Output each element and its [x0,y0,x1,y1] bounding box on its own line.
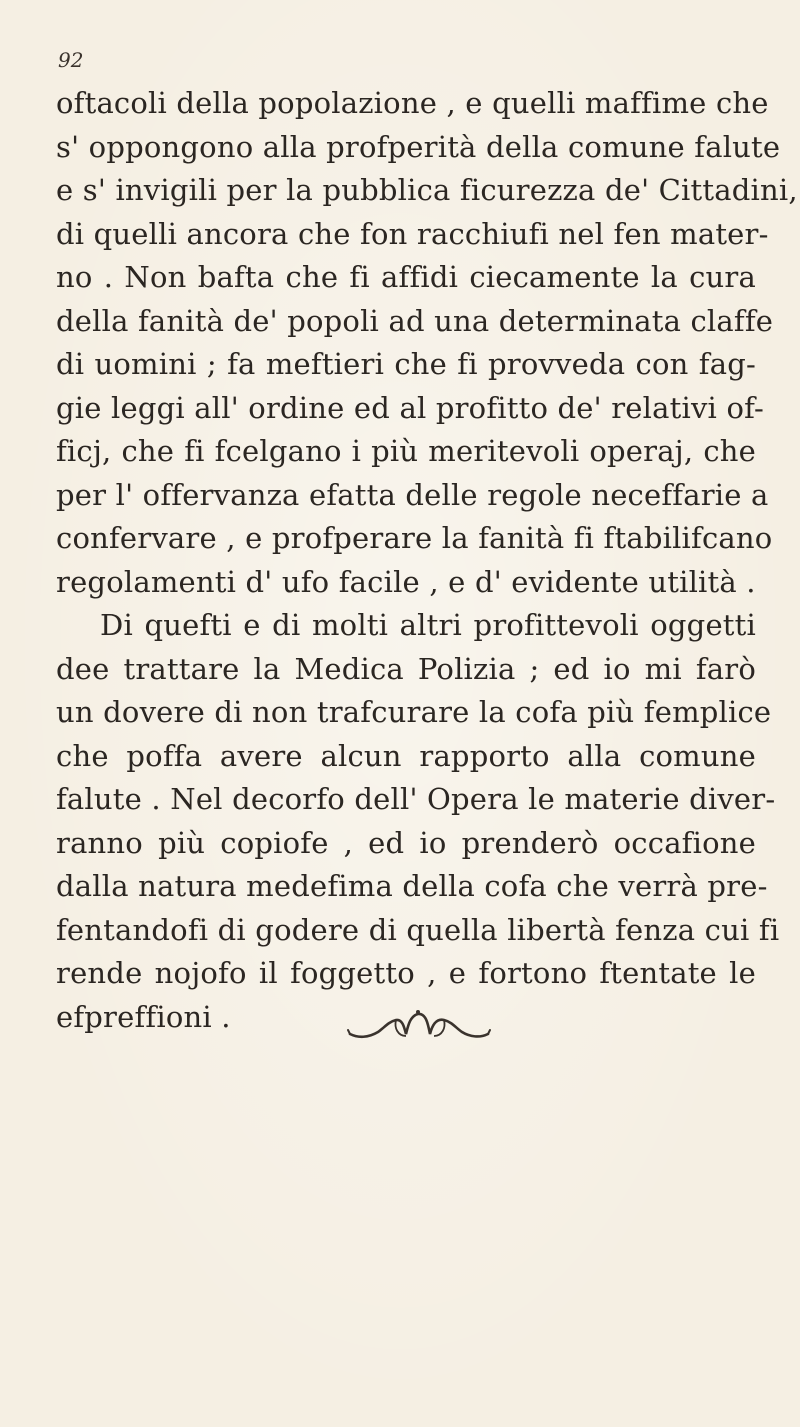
text-line: della fanità de' popoli ad una determinata claffe [56,303,774,338]
text-line: dee trattare la Medica Polizia ; ed io mi farò [56,651,756,686]
text-line: per l' offervanza efatta delle regole neceffarie a [56,477,769,512]
text-line: un dovere di non trafcurare la cofa più femplice [56,695,772,729]
page-number: 92 [58,48,84,72]
text-line: Di quefti e di molti altri profittevoli oggetti [100,608,756,642]
text-line: oftacoli della popolazione , e quelli maffime che [56,86,769,120]
text-line: no . Non bafta che fi affidi ciecamente la cura [56,260,756,294]
text-line: che poffa avere alcun rapporto alla comune [56,738,756,773]
text-line: di uomini ; fa meftieri che fi provveda con fag- [56,347,756,381]
text-line: e s' invigili per la pubblica ficurezza de' Cittadini, [56,173,798,207]
tailpiece-ornament-icon [344,1004,494,1044]
text-line: ranno più copiofe , ed io prenderò occafione [56,825,756,860]
text-line: dalla natura medefima della cofa che verrà pre- [56,869,768,903]
body-text [56,82,798,1039]
text-line: confervare , e profperare la fanità fi ftabilifcano [56,521,773,555]
text-line: efpreffioni . [56,999,231,1034]
text-line: ficj, che fi fcelgano i più meritevoli operaj, che [56,434,756,468]
text-line: falute . Nel decorfo dell' Opera le materie diver- [56,782,776,816]
text-line: di quelli ancora che fon racchiufi nel fen mater- [56,216,769,251]
text-line: gie leggi all' ordine ed al profitto de' relativi of- [56,390,765,425]
text-line: s' oppongono alla profperità della comune falute [56,129,781,164]
text-line: rende nojofo il foggetto , e fortono ftentate le [56,956,756,990]
text-line: fentandofi di godere di quella libertà fenza cui fi [56,912,780,947]
text-line: regolamenti d' ufo facile , e d' evidente utilità . [56,564,756,599]
